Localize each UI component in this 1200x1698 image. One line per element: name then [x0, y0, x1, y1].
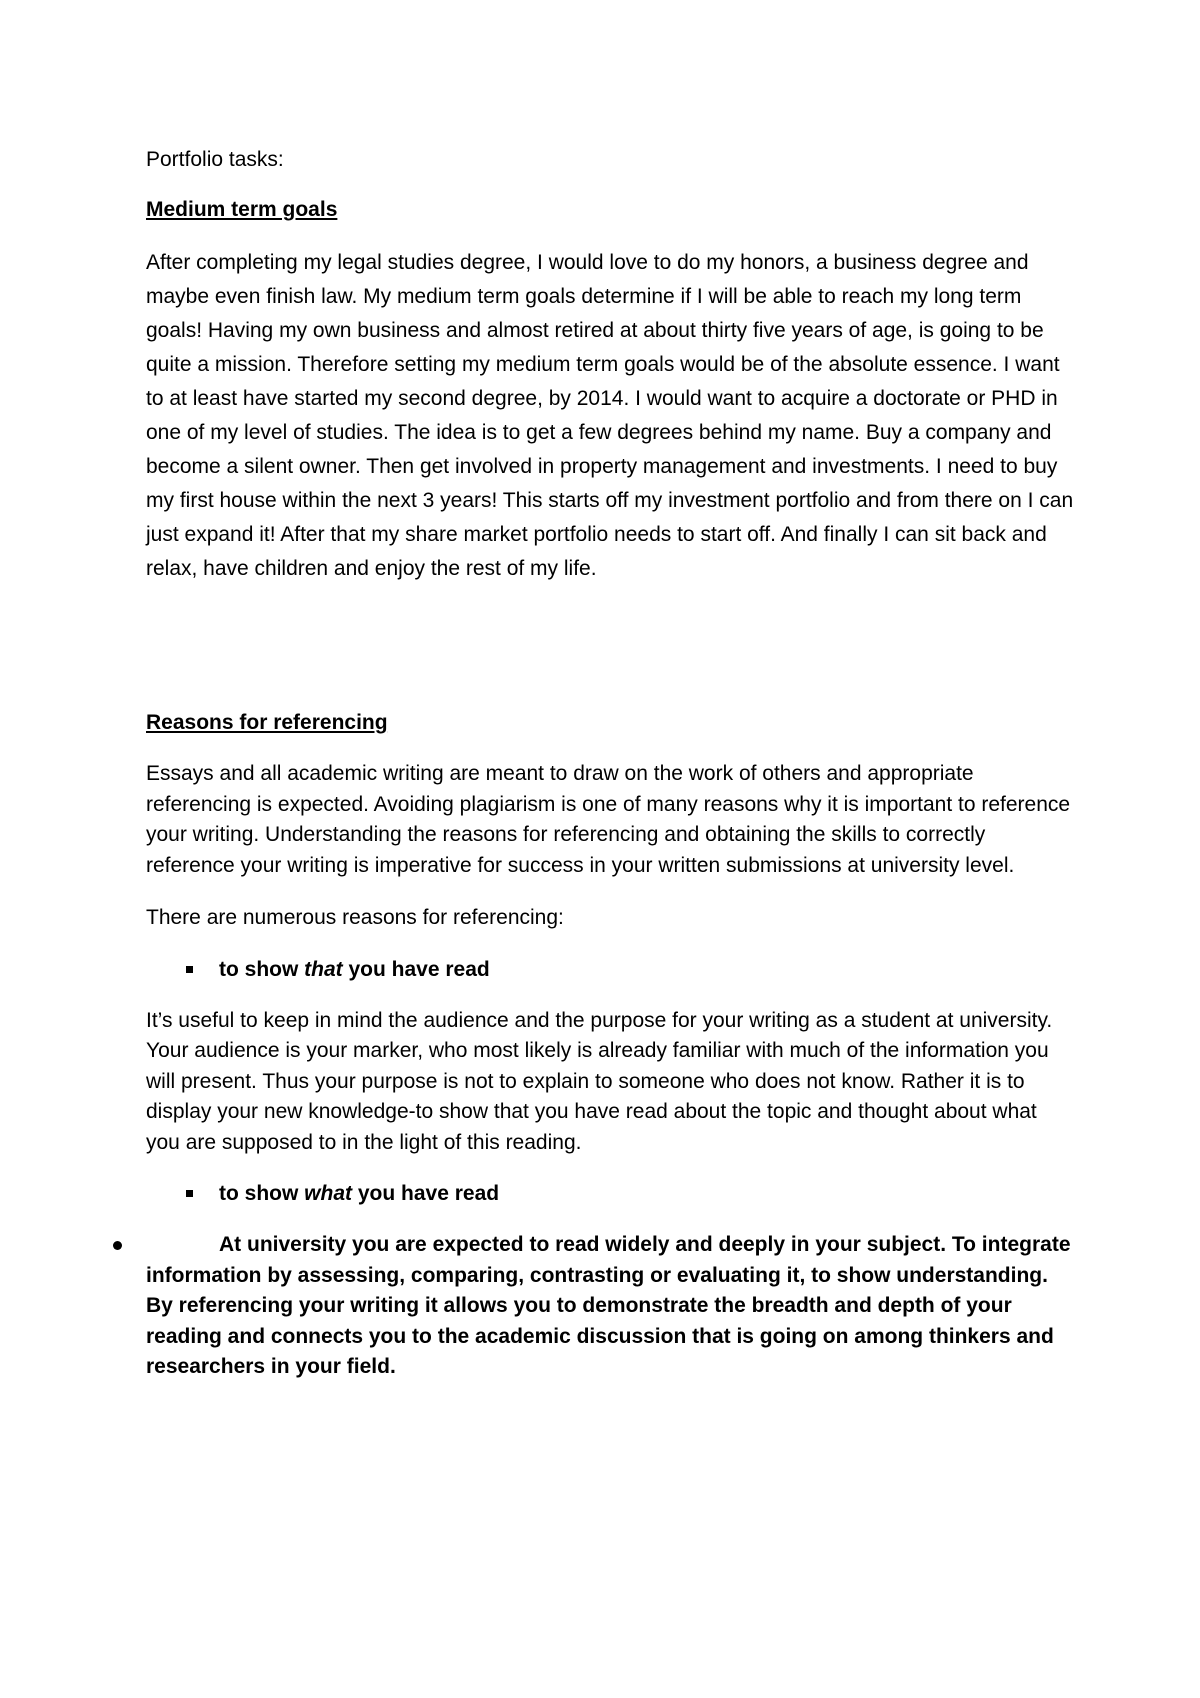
square-bullet-icon: [186, 966, 193, 973]
paragraph-read-widely: [146, 1230, 1076, 1383]
bullet-text-emphasis: that: [304, 957, 343, 981]
bullet-text-emphasis: what: [304, 1182, 353, 1205]
spacer: [146, 586, 1076, 709]
paragraph-read-widely-text: At university you are expected to read widely and deeply in your subject. To integrate information by assessing, comparing, contrasting or evaluating it, to show understanding. By referencing your writing it allows you to demonstrate the breadth and depth of your reading and connects you to the academic discussion that is going on among thinkers and researchers in your field.: [146, 1233, 1071, 1378]
bullet-show-what-you-have-read: [146, 1180, 1076, 1208]
bullet-text-before: to show: [219, 1182, 305, 1205]
bullet-text-after: you have read: [342, 957, 490, 981]
paragraph-referencing-intro: Essays and all academic writing are meant to draw on the work of others and appropriate referencing is expected. Avoiding plagiarism is one of many reasons why it is important to reference your writing. Understanding the reasons for referencing and obtaining the skills to correctly reference your writing is imperative for success in your written submissions at university level.: [146, 762, 1071, 877]
bullet-show-that-you-have-read: [146, 956, 1076, 984]
bullet-text-before: to show: [219, 957, 305, 981]
bullet-text-after: you have read: [352, 1182, 500, 1205]
document-page: [146, 146, 1076, 1383]
paragraph-audience-purpose: It’s useful to keep in mind the audience and the purpose for your writing as a student at university. Your audience is your marker, who most likely is already familiar with much of the information you will present. Thus your purpose is not to explain to someone who does not know. Rather it is to display your new knowledge-to show that you have read about the topic and thought about what you are supposed to in the light of this reading.: [146, 1008, 1053, 1154]
heading-medium-term-goals: Medium term goals: [146, 198, 338, 221]
round-bullet-icon: [113, 1241, 122, 1250]
intro-line: Portfolio tasks:: [146, 148, 284, 171]
square-bullet-icon: [186, 1190, 193, 1197]
heading-reasons-for-referencing: Reasons for referencing: [146, 711, 388, 734]
paragraph-medium-term-goals: After completing my legal studies degree, I would love to do my honors, a business degree and maybe even finish law. My medium term goals determine if I will be able to reach my long term goals! Having my own business and almost retired at about thirty five years of age, is going to be quite a mission. Therefore setting my medium term goals would be of the absolute essence. I want to at least have started my second degree, by 2014. I would want to acquire a doctorate or PHD in one of my level of studies. The idea is to get a few degrees behind my name. Buy a company and become a silent owner. Then get involved in property management and investments. I need to buy my first house within the next 3 years! This starts off my investment portfolio and from there on I can just expand it! After that my share market portfolio needs to start off. And finally I can sit back and relax, have children and enjoy the rest of my life.: [146, 251, 1074, 580]
paragraph-numerous-reasons: There are numerous reasons for referencing:: [146, 906, 564, 929]
